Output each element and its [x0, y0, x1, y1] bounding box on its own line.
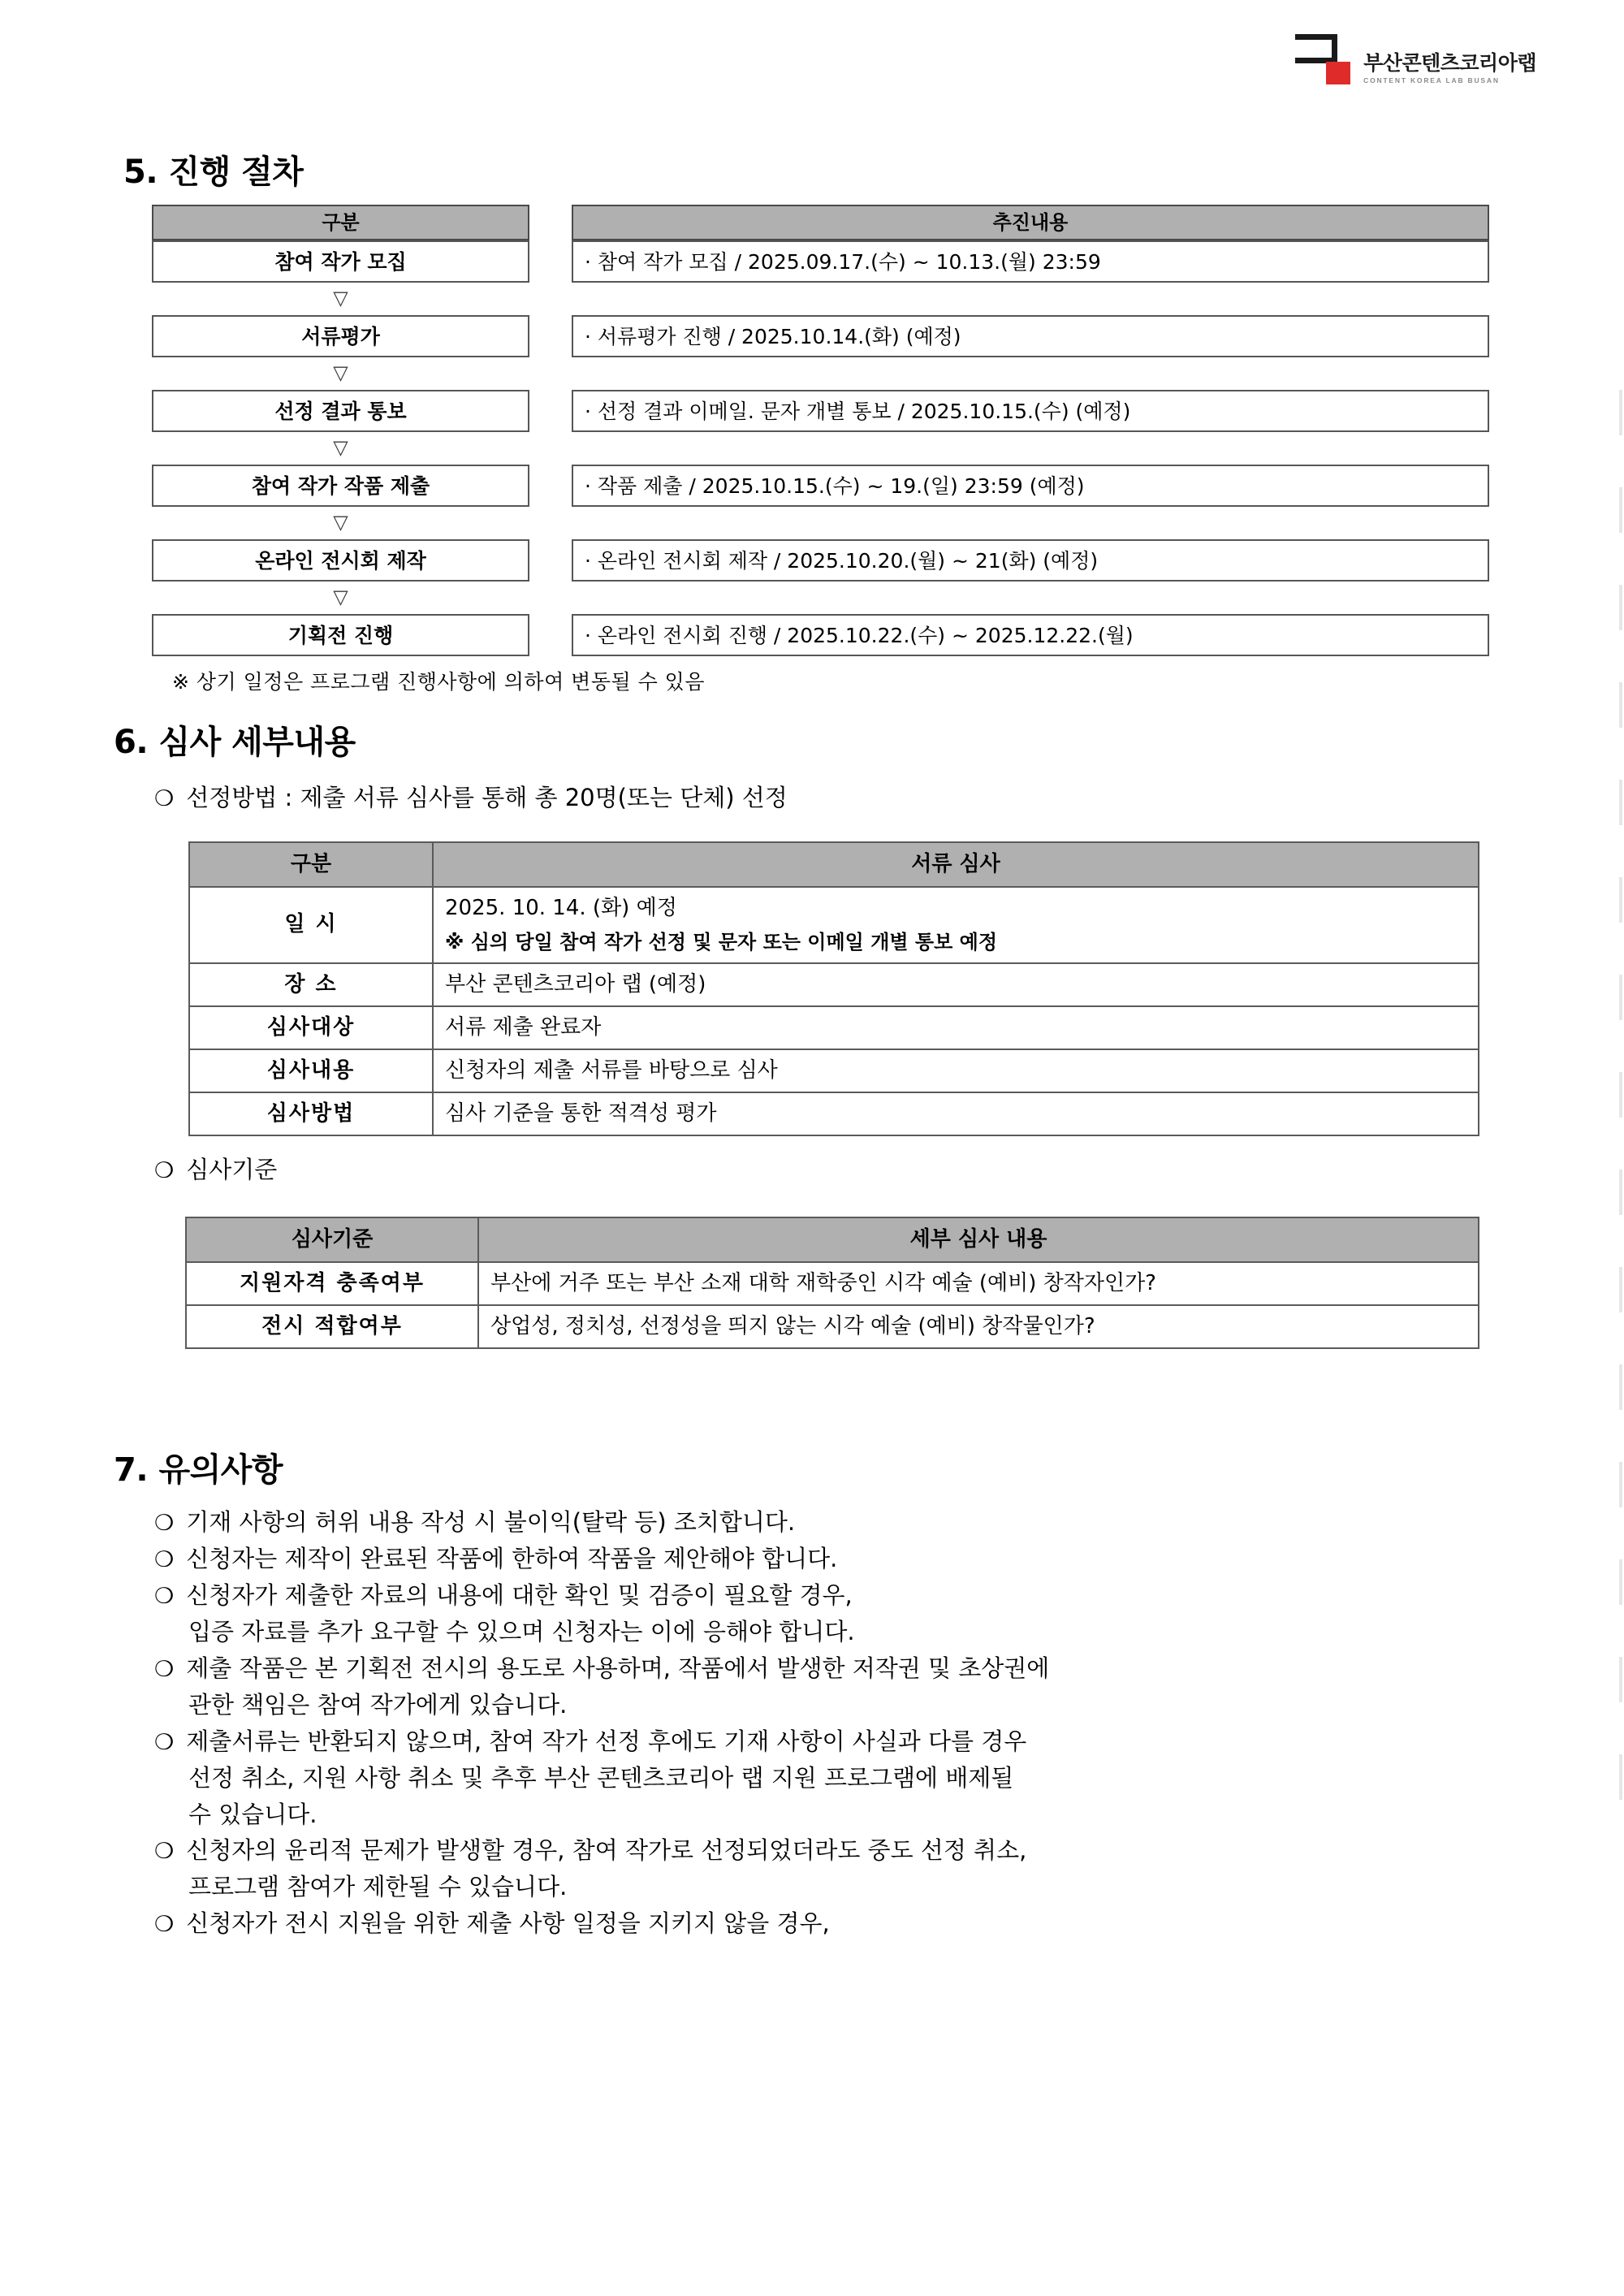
- notice-text: 신청자가 제출한 자료의 내용에 대한 확인 및 검증이 필요할 경우,: [186, 1580, 853, 1609]
- notice-line: [154, 1650, 1583, 1687]
- list-item: [154, 1650, 1583, 1723]
- table-row: [189, 1006, 1479, 1049]
- bullet-icon: ❍: [154, 1583, 175, 1609]
- flow-step: 선정 결과 통보: [152, 390, 529, 432]
- flow-row: [0, 390, 1624, 432]
- table-row: [189, 1049, 1479, 1092]
- table-header-row: [186, 1217, 1479, 1262]
- col-header-criteria-detail: 세부 심사 내용: [478, 1217, 1479, 1262]
- notice-list: [154, 1504, 1583, 1942]
- notice-line: [154, 1905, 1583, 1942]
- notice-text-cont: 입증 자료를 추가 요구할 수 있으며 신청자는 이에 응해야 합니다.: [188, 1617, 855, 1645]
- bullet-icon: ❍: [154, 786, 175, 811]
- section5-heading: 5. 진행 절차: [123, 153, 304, 191]
- row-label: 전시 적합여부: [186, 1305, 478, 1348]
- table-header-row: [189, 842, 1479, 887]
- row-label: 장 소: [189, 963, 433, 1006]
- notice-line: [154, 1832, 1583, 1869]
- row-value: 부산에 거주 또는 부산 소재 대학 재학중인 시각 예술 (예비) 창작자인가?: [478, 1262, 1479, 1305]
- flow-detail: · 온라인 전시회 진행 / 2025.10.22.(수) ~ 2025.12.22.(월): [572, 614, 1489, 656]
- bullet-icon: ❍: [154, 1546, 175, 1572]
- notice-text: 기재 사항의 허위 내용 작성 시 불이익(탈락 등) 조치합니다.: [186, 1508, 796, 1536]
- flow-detail: · 작품 제출 / 2025.10.15.(수) ~ 19.(일) 23:59 (예정): [572, 465, 1489, 507]
- logo-title: 부산콘텐츠코리아랩: [1363, 51, 1536, 75]
- row-value: 신청자의 제출 서류를 바탕으로 심사: [433, 1049, 1479, 1092]
- row-value: 심사 기준을 통한 적격성 평가: [433, 1092, 1479, 1135]
- row-label: 지원자격 충족여부: [186, 1262, 478, 1305]
- flow-header-left: 구분: [152, 205, 529, 240]
- col-header-category: 구분: [189, 842, 433, 887]
- bullet-icon: ❍: [154, 1839, 175, 1865]
- flow-row: [0, 614, 1624, 656]
- flow-arrow-icon: ▽: [333, 437, 348, 459]
- flow-row: [0, 465, 1624, 507]
- review-detail-table-wrap: [188, 841, 1479, 1136]
- selection-method-bullet: [154, 780, 788, 816]
- notice-text-cont: 관한 책임은 참여 작가에게 있습니다.: [188, 1690, 568, 1719]
- flow-arrow-icon: ▽: [333, 586, 348, 608]
- bullet-icon: ❍: [154, 1912, 175, 1938]
- criteria-label: 심사기준: [186, 1156, 278, 1183]
- list-item: [154, 1577, 1583, 1650]
- row-value-main: 2025. 10. 14. (화) 예정: [445, 896, 677, 921]
- flow-header-right: 추진내용: [572, 205, 1489, 240]
- table-row: [189, 887, 1479, 962]
- flow-detail: · 온라인 전시회 제작 / 2025.10.20.(월) ~ 21(화) (예정): [572, 539, 1489, 582]
- flow-row: [0, 539, 1624, 582]
- flow-arrow-icon: ▽: [333, 512, 348, 534]
- criteria-bullet: [154, 1152, 277, 1188]
- table-row: [186, 1262, 1479, 1305]
- row-label: 심사대상: [189, 1006, 433, 1049]
- flow-step: 참여 작가 모집: [152, 240, 529, 283]
- col-header-criteria: 심사기준: [186, 1217, 478, 1262]
- table-row: [189, 963, 1479, 1006]
- notice-text-cont: 선정 취소, 지원 사항 취소 및 추후 부산 콘텐츠코리아 랩 지원 프로그램에 배제될: [188, 1763, 1014, 1792]
- notice-text: 신청자의 윤리적 문제가 발생할 경우, 참여 작가로 선정되었더라도 중도 선정 취소,: [186, 1836, 1027, 1865]
- row-value: [433, 887, 1479, 962]
- bullet-icon: ❍: [154, 1158, 175, 1183]
- flow-header-row: [0, 205, 1624, 240]
- list-item: [154, 1905, 1583, 1942]
- schedule-note: ※ 상기 일정은 프로그램 진행사항에 의하여 변동될 수 있음: [172, 670, 705, 694]
- notice-text-cont: 프로그램 참여가 제한될 수 있습니다.: [188, 1873, 568, 1901]
- flow-row: [0, 240, 1624, 283]
- notice-text: 신청자는 제작이 완료된 작품에 한하여 작품을 제안해야 합니다.: [186, 1544, 838, 1572]
- col-header-review: 서류 심사: [433, 842, 1479, 887]
- process-flow-table: [0, 205, 1624, 695]
- list-item: [154, 1541, 1583, 1577]
- list-item: [154, 1504, 1583, 1541]
- bullet-icon: ❍: [154, 1511, 175, 1536]
- flow-step: 서류평가: [152, 315, 529, 357]
- section7-heading: 7. 유의사항: [114, 1451, 283, 1489]
- bullet-icon: ❍: [154, 1656, 175, 1682]
- row-value-note: ※ 심의 당일 참여 작가 선정 및 문자 또는 이메일 개별 통보 예정: [445, 931, 998, 954]
- notice-line: [154, 1541, 1583, 1577]
- selection-method-text: 선정방법 : 제출 서류 심사를 통해 총 20명(또는 단체) 선정: [186, 784, 788, 811]
- notice-line: [154, 1504, 1583, 1541]
- notice-line: [154, 1723, 1583, 1760]
- criteria-table-wrap: [185, 1217, 1479, 1349]
- flow-arrow-icon: ▽: [333, 362, 348, 384]
- flow-detail: · 서류평가 진행 / 2025.10.14.(화) (예정): [572, 315, 1489, 357]
- notice-text: 제출 작품은 본 기획전 전시의 용도로 사용하며, 작품에서 발생한 저작권 및 초상권에: [186, 1654, 1050, 1682]
- logo-text-block: [1363, 53, 1536, 84]
- table-row: [189, 1092, 1479, 1135]
- row-label: 심사내용: [189, 1049, 433, 1092]
- table-row: [186, 1305, 1479, 1348]
- list-item: [154, 1832, 1583, 1905]
- list-item: [154, 1723, 1583, 1833]
- flow-detail: · 선정 결과 이메일. 문자 개별 통보 / 2025.10.15.(수) (예정): [572, 390, 1489, 432]
- flow-step: 온라인 전시회 제작: [152, 539, 529, 582]
- bullet-icon: ❍: [154, 1729, 175, 1755]
- criteria-table: [185, 1217, 1479, 1349]
- row-label: 일 시: [189, 887, 433, 962]
- flow-row: [0, 315, 1624, 357]
- review-detail-table: [188, 841, 1479, 1136]
- flow-detail: · 참여 작가 모집 / 2025.09.17.(수) ~ 10.13.(월) 23:59: [572, 240, 1489, 283]
- section6-heading: 6. 심사 세부내용: [114, 724, 356, 761]
- notice-text: 신청자가 전시 지원을 위한 제출 사항 일정을 지키지 않을 경우,: [186, 1909, 830, 1938]
- organization-logo: [1295, 34, 1536, 84]
- logo-mark-icon: [1295, 34, 1352, 84]
- notice-line: [154, 1577, 1583, 1614]
- row-value: 상업성, 정치성, 선정성을 띄지 않는 시각 예술 (예비) 창작물인가?: [478, 1305, 1479, 1348]
- notice-text: 제출서류는 반환되지 않으며, 참여 작가 선정 후에도 기재 사항이 사실과 다를 경우: [186, 1727, 1027, 1755]
- flow-arrow-icon: ▽: [333, 288, 348, 309]
- row-value: 서류 제출 완료자: [433, 1006, 1479, 1049]
- flow-step: 기획전 진행: [152, 614, 529, 656]
- notice-text-cont: 수 있습니다.: [188, 1800, 317, 1828]
- row-value: 부산 콘텐츠코리아 랩 (예정): [433, 963, 1479, 1006]
- row-label: 심사방법: [189, 1092, 433, 1135]
- flow-step: 참여 작가 작품 제출: [152, 465, 529, 507]
- logo-subtitle: CONTENT KOREA LAB BUSAN: [1363, 76, 1500, 84]
